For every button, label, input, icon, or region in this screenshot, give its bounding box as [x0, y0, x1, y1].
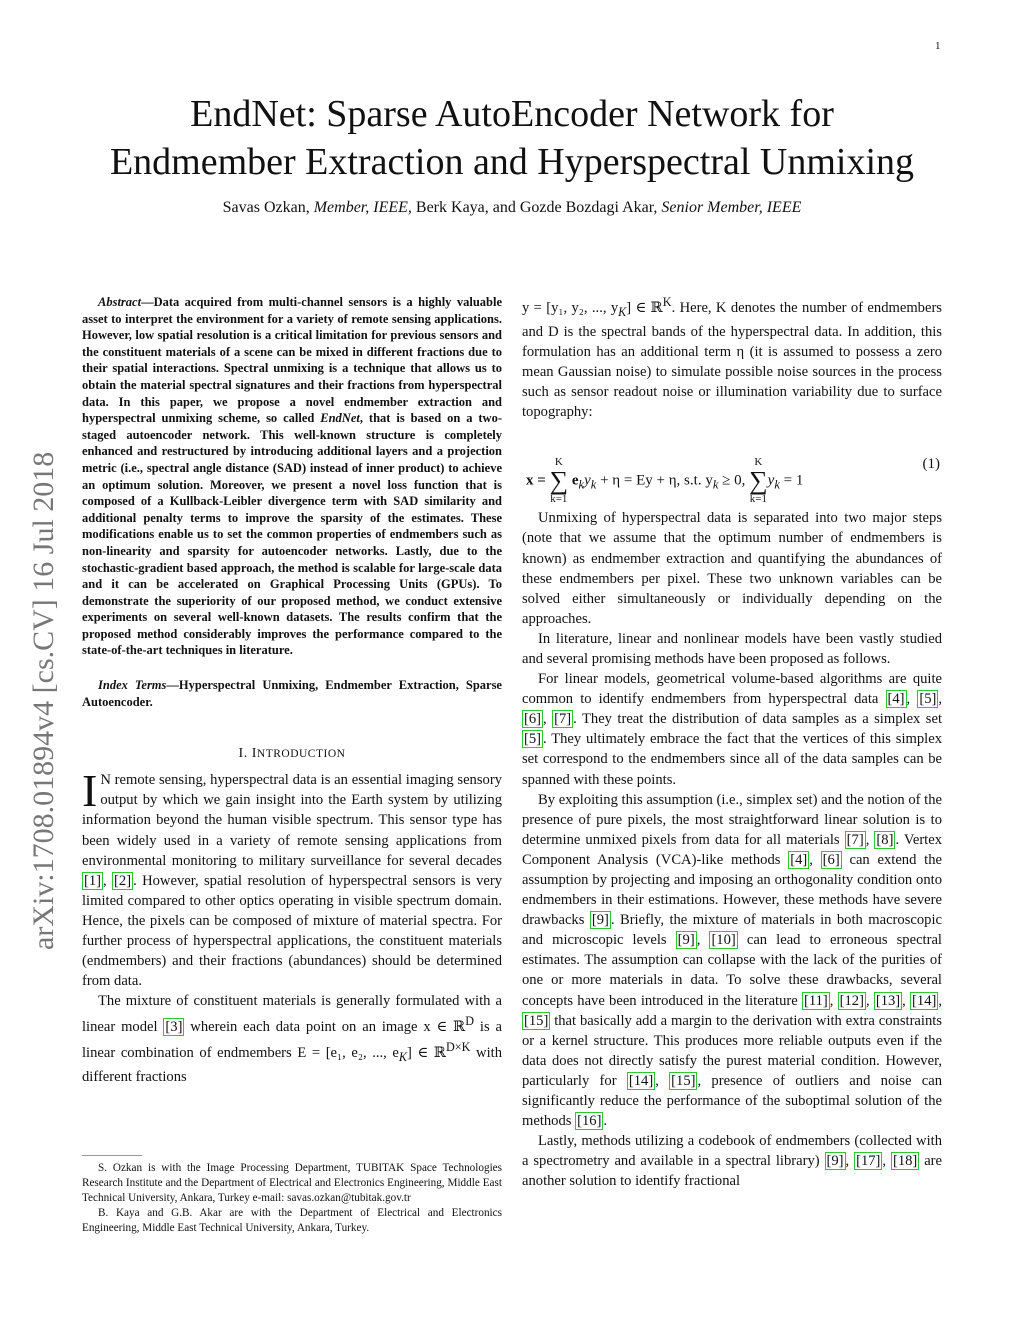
section-number: I.	[238, 746, 248, 762]
intro-paragraph-2: The mixture of constituent materials is generally formulated with a linear model [3] wherein each data point on an image x ∈ ℝ$^D$ is a linear combination of endmembers E = [e₁, e₂, ..., $e_K$] ∈ ℝ$^{D\times K}$ with different fractions	[82, 993, 502, 1086]
right-paragraph-1: Unmixing of hyperspectral data is separated into two major steps (note that we assume that the optimum number of endmembers is known) as endmember extraction and quantifying the abundances of these endmembers per pixel. These two unknown variables can be solved either simultaneously or individually depending on the approaches.	[522, 510, 942, 627]
abstract	[82, 294, 502, 659]
citation[interactable]: [11]	[803, 992, 828, 1009]
citation[interactable]: [2]	[114, 872, 132, 889]
intro-text-1b: . However, spatial resolution of hyperspectral sensors is very limited compared to other optics operating in visible spectrum domain. Hence, the pixels can be composed of mixture of material spectra. For further process of hyperspectral applications, the constituent materials (endmembers) and their fractions (abundances) should be determined from data.	[82, 872, 503, 990]
right-text-5b: are another solution to identify fractional	[522, 1153, 943, 1190]
citation[interactable]: [5]	[919, 691, 937, 708]
drop-cap: I	[82, 765, 98, 817]
right-paragraph-2: In literature, linear and nonlinear models have been vastly studied and several promising methods have been proposed as follows.	[522, 630, 942, 667]
author-3-role: Senior Member, IEEE	[661, 199, 802, 216]
citation[interactable]: [4]	[790, 851, 808, 868]
summation-2: K ∑ k=1	[749, 456, 768, 506]
equation-number: (1)	[922, 456, 940, 473]
right-text-0b: ] ∈ ℝ	[626, 299, 663, 316]
superscript-dk: D×K	[446, 1040, 471, 1055]
equation-1	[522, 436, 942, 506]
index-terms-label: Index Terms	[98, 678, 167, 693]
sum-lower: k=1	[550, 493, 568, 506]
citation[interactable]: [3]	[165, 1019, 183, 1036]
citation[interactable]: [15]	[671, 1072, 696, 1089]
citation[interactable]: [8]	[876, 831, 894, 848]
citation[interactable]: [6]	[524, 711, 542, 728]
citation[interactable]: [16]	[577, 1113, 602, 1130]
citation[interactable]: [9]	[677, 932, 695, 949]
right-text-4e: can lead to erroneous spectral estimates. The assumption can collapse with the lack of the purities of one or more materials in data. To solve these drawbacks, several concepts have been introduced in the literature	[522, 932, 942, 1009]
abstract-label: Abstract	[98, 295, 142, 309]
citation[interactable]: [10]	[711, 932, 736, 949]
right-text-3c: . They ultimately embrace the fact that the vertices of this simplex set correspond to the endmembers since all of the data samples can be spanned with these points.	[522, 731, 942, 788]
right-paragraph-5: Lastly, methods utilizing a codebook of endmembers (collected with a spectrometry and available in a spectral library) [9] , [17] , [18] are another solution to identify fractional	[522, 1133, 943, 1190]
footnotes	[82, 1161, 502, 1236]
right-text-4g: , presence of outliers and noise can significantly reduce the performance of the suboptimal solution of the methods	[522, 1072, 943, 1130]
citation[interactable]: [4]	[887, 691, 905, 708]
right-paragraph-4: By exploiting this assumption (i.e., simplex set) and the notion of the presence of pure pixels, the most straightforward linear solution is to determine unmixed pixels from data for all materials [7] , [8] . Vertex Component Analysis (VCA)-like methods [4] , [6] can extend the assumption by projecting and imposing an orthogonality condition onto endmembers in their estimations. However, these methods have severe drawbacks [9] . Briefly, the mixture of materials in both macroscopic and microscopic levels [9] , [10] can lead to erroneous spectral estimates. The assumption can collapse with the lack of the purities of one or more materials in data. To solve these drawbacks, several concepts have been introduced in the literature [11] , [12] , [13] , [14] , [15] that basically add a margin to the derivation with extra constraints or a kernel structure. This produces more reliable outputs even if the data does not directly satisfy the purest material condition. However, particularly for [14] , [15] , presence of outliers and noise can significantly reduce the performance of the suboptimal solution of the methods [16] .	[522, 791, 943, 1130]
citation[interactable]: [7]	[554, 711, 572, 728]
sum2-lower: k=1	[749, 493, 767, 506]
section-title-rest: NTRODUCTION	[256, 748, 346, 761]
intro-text-2d: ] ∈ ℝ	[407, 1045, 447, 1062]
right-paragraph-3: For linear models, geometrical volume-based algorithms are quite common to identify endmembers from hyperspectral data [4] , [5] , [6] , [7] . They treat the distribution of data samples as a simplex set [5] . They ultimately embrace the fact that the vertices of this simplex set correspond to the endmembers since all of the data samples can be spanned with these points.	[522, 671, 943, 788]
right-text-4b: . Vertex Component Analysis (VCA)-like methods	[522, 831, 943, 868]
right-column	[522, 292, 942, 1192]
intro-text-2e: with different fractions	[82, 1045, 502, 1086]
right-text-4a: By exploiting this assumption (i.e., simplex set) and the notion of the presence of pure pixels, the most straightforward linear solution is to determine unmixed pixels from data for all materials	[522, 791, 942, 848]
intro-text-2c: is a linear combination of endmembers E = [e₁, e₂, ..., e	[82, 1019, 502, 1062]
sum-upper: K	[554, 456, 563, 469]
citation[interactable]: [14]	[912, 992, 937, 1009]
section-heading	[82, 746, 502, 762]
intro-text-1: N remote sensing, hyperspectral data is an essential imaging sensory output by which we gain insight into the Earth system by utilizing information beyond the human visible spectrum. This sensor type has been widely used in a variety of remote sensing applications from environmental monitoring to military surveillance for several decades	[82, 772, 502, 869]
citation[interactable]: [13]	[875, 992, 901, 1009]
citation[interactable]: [15]	[524, 1012, 549, 1029]
citation[interactable]: [17]	[856, 1153, 881, 1170]
index-terms	[82, 677, 502, 710]
citation[interactable]: [12]	[839, 992, 864, 1009]
right-text-0c: . Here, K denotes the number of endmembers and D is the spectral bands of the hyperspectral data. In addition, this formulation has an additional term η (it is assumed to possess a zero mean Gaussian noise) to simulate possible noise sources in the process such as sensor readout noise or illumination variability due to surface topography:	[522, 299, 942, 421]
section-title-first: I	[251, 746, 257, 762]
abstract-text-2: , that is based on a two-staged autoencoder network. This well-known structure is completely enhanced and restructured by introducing additional layers and a projection metric (i.e., spectral angle distance (SAD) instead of inner product) to achieve an optimum solution. Moreover, we present a novel loss function that is composed of a Kullback-Leibler divergence term with SAD similarity and additional penalty terms to improve the sparsity of the estimates. These modifications enable us to set the common properties of endmembers such as non-linearity and sparsity for autoencoder networks. Lastly, due to the stochastic-gradient based approach, the method is scalable for large-scale data and it can be accelerated on Graphical Processing Units (GPUs). To demonstrate the superiority of our proposed method, we conduct extensive experiments on several well-known datasets. The results confirm that the proposed method considerably improves the performance compared to the state-of-the-art techniques in literature.	[82, 411, 502, 658]
arxiv-stamp-text: arXiv:1708.01894v4 [cs.CV] 16 Jul 2018	[27, 451, 60, 950]
method-name: EndNet	[320, 411, 360, 426]
intro-text-2b: wherein each data point on an image x ∈ ℝ	[184, 1019, 466, 1036]
sum2-upper: K	[754, 456, 763, 469]
author-1: Savas Ozkan,	[222, 199, 310, 216]
citation[interactable]: [14]	[628, 1072, 654, 1089]
eq-ge: ≥ 0,	[718, 472, 746, 489]
intro-paragraph-1: I N remote sensing, hyperspectral data is an essential imaging sensory output by which we gain insight into the Earth system by utilizing information beyond the human visible spectrum. This sensor type has been widely used in a variety of remote sensing applications from environmental monitoring to military surveillance for several decades [1] , [2] . However, spatial resolution of hyperspectral sensors is very limited compared to other optics operating in visible spectrum domain. Hence, the pixels can be composed of mixture of material spectra. For further process of hyperspectral applications, the constituent materials (endmembers) and their fractions (abundances) should be determined from data.	[82, 765, 503, 990]
citation[interactable]: [9]	[826, 1153, 844, 1170]
equation-body: x = K ∑ k=1 $e_ky_k + \eta = Ey + \eta$, s.t. $y_k \ge 0$, K ∑ k=1 $y_k = 1$	[526, 456, 804, 506]
summation-1: K ∑ k=1	[549, 456, 569, 506]
right-text-4d: . Briefly, the mixture of materials in both macroscopic and microscopic levels	[522, 912, 942, 949]
eq-e: e	[571, 472, 579, 489]
title-line-1: EndNet: Sparse AutoEncoder Network for	[190, 93, 834, 135]
abstract-text: —Data acquired from multi-channel sensors is a highly valuable asset to interpret the environment for a variety of remote sensing applications. However, low spatial resolution is a critical limitation for previous sensors and the constituent materials of a scene can be mixed in different fractions due to their spatial interactions. Spectral unmixing is a technique that allows us to obtain the material spectral signatures and their fractions from hyperspectral data. In this paper, we propose a novel endmember extraction and hyperspectral unmixing scheme, so called	[82, 295, 502, 426]
eq-one: = 1	[779, 472, 804, 489]
superscript-d: D	[465, 1014, 475, 1029]
eq-y: y	[584, 472, 591, 489]
author-1-role: Member, IEEE,	[313, 199, 412, 216]
right-text-5a: Lastly, methods utilizing a codebook of endmembers (collected with a spectrometry and available in a spectral library)	[522, 1133, 942, 1170]
title-line-2: Endmember Extraction and Hyperspectral Unmixing	[109, 141, 915, 183]
footnote-2: B. Kaya and G.B. Akar are with the Department of Electrical and Electronics Engineering, Middle East Technical University, Ankara, Turkey.	[82, 1206, 502, 1234]
right-text-4f: that basically add a margin to the derivation with extra constraints or a kernel structure. This produces more reliable outputs even if the data does not directly satisfy the purest material condition. However, particularly for	[522, 1012, 942, 1089]
citation[interactable]: [1]	[84, 872, 102, 889]
citation[interactable]: [6]	[822, 851, 840, 868]
page-number: 1	[935, 40, 941, 52]
footnote-1: S. Ozkan is with the Image Processing Department, TUBITAK Space Technologies Research Institute and the Department of Electrical and Electronics Engineering, Middle East Technical University, Ankara, Turkey e-mail: savas.ozkan@tubitak.gov.tr	[82, 1162, 502, 1204]
arxiv-identifier-stamp	[17, 350, 63, 950]
citation[interactable]: [18]	[892, 1153, 918, 1170]
citation[interactable]: [7]	[846, 831, 864, 848]
right-text-0a: y = [y₁, y₂, ..., y	[522, 299, 619, 316]
citation[interactable]: [9]	[591, 912, 609, 929]
eq-x: x =	[526, 472, 546, 489]
citation[interactable]: [5]	[524, 731, 542, 748]
index-terms-text: —Hyperspectral Unmixing, Endmember Extraction, Sparse Autoencoder.	[82, 678, 502, 709]
footnote-rule	[82, 1155, 142, 1156]
right-text-3a: For linear models, geometrical volume-based algorithms are quite common to identify endmembers from hyperspectral data	[522, 671, 942, 708]
left-column	[82, 294, 502, 1087]
intro-text-2a: The mixture of constituent materials is generally formulated with a linear model	[82, 993, 502, 1036]
paper-title	[0, 90, 1024, 186]
right-text-4c: can extend the assumption by projecting and imposing an orthogonality condition onto endmembers in their estimations. However, these methods have severe drawbacks	[522, 851, 942, 929]
superscript-k: K	[662, 295, 672, 309]
author-2-3: Berk Kaya, and Gozde Bozdagi Akar,	[415, 199, 658, 216]
right-paragraph-0: y = [y₁, y₂, ..., $y_K$] ∈ ℝ$^K$. Here, K denotes the number of endmembers and D is the spectral bands of the hyperspectral data. In addition, this formulation has an additional term η (it is assumed to possess a zero mean Gaussian noise) to simulate possible noise sources in the process such as sensor readout noise or illumination variability due to surface topography:	[522, 295, 942, 421]
eq-rest: + η = Ey + η, s.t. y	[596, 472, 713, 489]
right-text-3b: . They treat the distribution of data samples as a simplex set	[573, 711, 942, 728]
author-line	[0, 199, 1024, 217]
